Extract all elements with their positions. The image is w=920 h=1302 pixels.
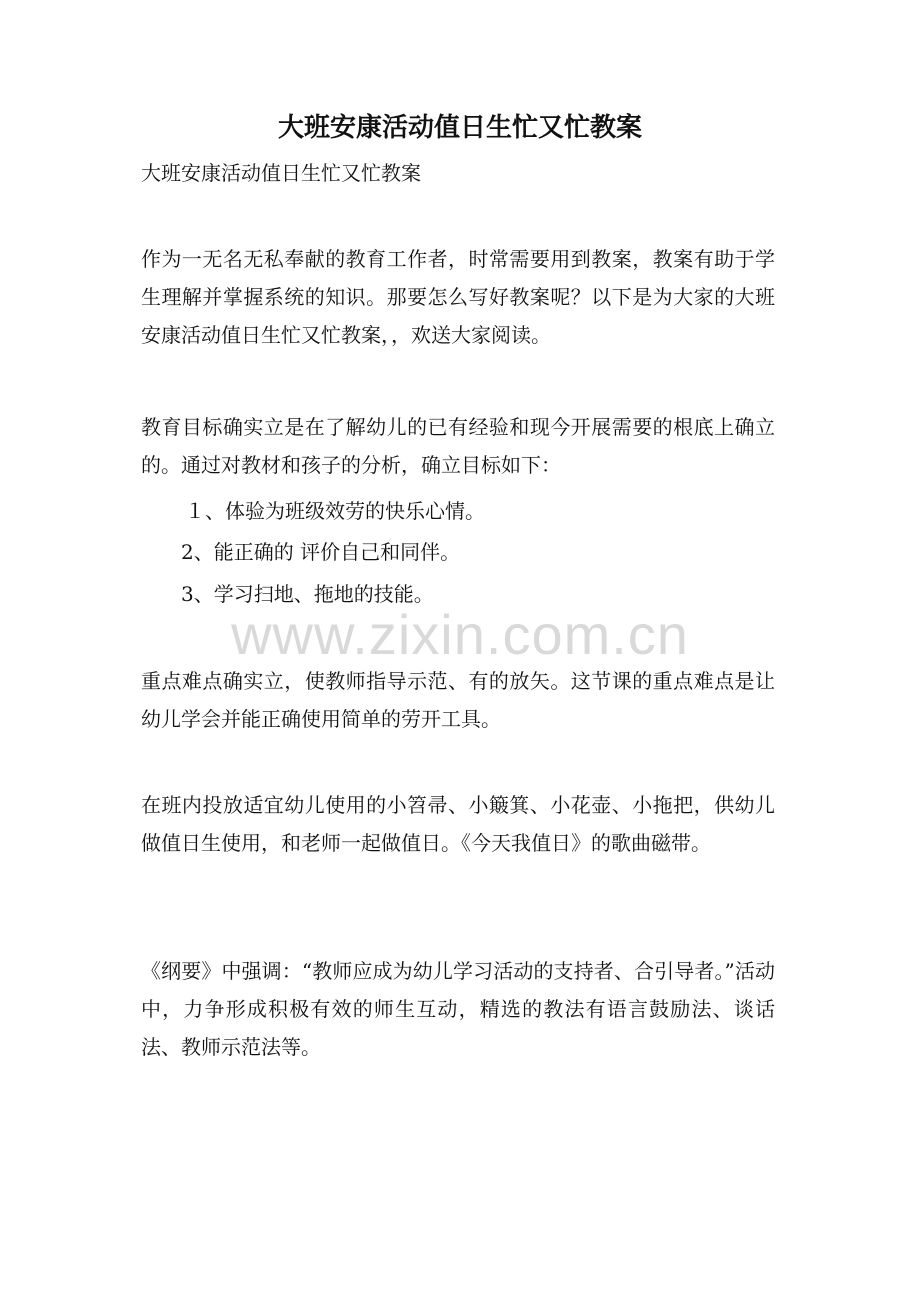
intro-paragraph: 作为一无名无私奉献的教育工作者，时常需要用到教案，教案有助于学生理解并掌握系统的知识。那要怎么写好教案呢？以下是为大家的大班安康活动值日生忙又忙教案，，欢送大家阅读。 <box>141 247 775 347</box>
key-points-paragraph: 重点难点确实立，使教师指导示范、有的放矢。这节课的重点难点是让幼儿学会并能正确使用简单的劳开工具。 <box>141 669 775 731</box>
goal-item-3: 3、学习扫地、拖地的技能。 <box>181 582 434 606</box>
document-title: 大班安康活动值日生忙又忙教案 <box>277 113 642 143</box>
goals-intro-paragraph: 教育目标确实立是在了解幼儿的已有经验和现今开展需要的根底上确立的。通过对教材和孩子的分析，确立目标如下： <box>141 415 775 477</box>
document-subtitle: 大班安康活动值日生忙又忙教案 <box>141 161 421 185</box>
watermark: www.zixin.com.cn <box>231 603 689 666</box>
methods-paragraph: 《纲要》中强调：“教师应成为幼儿学习活动的支持者、合引导者。”活动中，力争形成积极有效的师生互动，精选的教法有语言鼓励法、谈话法、教师示范法等。 <box>141 959 775 1059</box>
materials-paragraph: 在班内投放适宜幼儿使用的小笤帚、小簸箕、小花壶、小拖把，供幼儿做值日生使用，和老师一起做值日。《今天我值日》的歌曲磁带。 <box>141 793 775 855</box>
goal-item-2: 2、能正确的 评价自己和同伴。 <box>181 540 461 564</box>
goal-item-1: １、体验为班级效劳的快乐心情。 <box>185 499 485 523</box>
